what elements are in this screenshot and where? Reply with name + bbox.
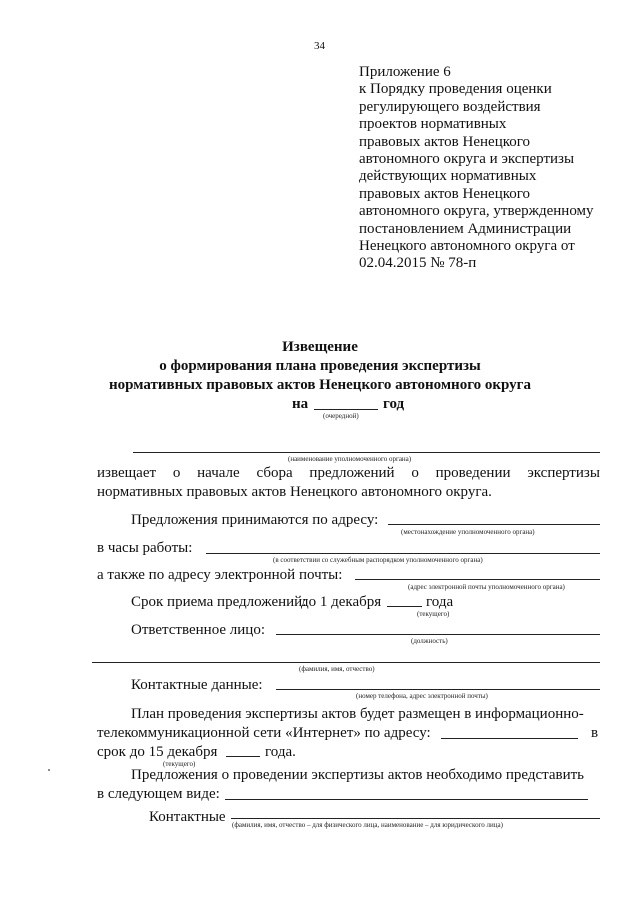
notice-line-1	[97, 464, 600, 482]
appendix-line: 02.04.2015 № 78-п	[359, 255, 477, 272]
proposals-blank	[225, 799, 588, 800]
address-blank	[388, 524, 600, 525]
caption-position: (должность)	[411, 637, 448, 645]
notice-word: экспертизы	[527, 465, 600, 481]
scan-speck	[48, 769, 50, 771]
caption-fio: (фамилия, имя, отчество)	[299, 665, 375, 673]
fio-blank	[92, 662, 600, 663]
appendix-line: проектов нормативных	[359, 116, 507, 133]
email-blank	[355, 579, 600, 580]
deadline-year: года	[426, 594, 454, 610]
deadline-year-blank	[387, 606, 422, 607]
plan-line-3-end: года.	[265, 744, 296, 760]
appendix-block	[359, 64, 594, 273]
proposals-line-1: Предложения о проведении экспертизы актов необходимо представить	[131, 767, 585, 783]
appendix-line: постановлением Администрации	[359, 220, 572, 237]
appendix-line: автономного округа и экспертизы	[359, 151, 575, 168]
caption-schedule: (в соответствии со служебным распорядком уполномоченного органа)	[273, 556, 483, 564]
hours-blank	[206, 553, 600, 554]
notice-word: предложений	[309, 465, 395, 481]
email-label: а также по адресу электронной почты:	[97, 567, 343, 583]
appendix-line: Ненецкого автономного округа от	[359, 238, 575, 255]
proposals-line-2: в следующем виде:	[97, 786, 220, 802]
responsible-label: Ответственное лицо:	[131, 622, 265, 638]
plan-line-2: телекоммуникационной сети «Интернет» по адресу:	[97, 725, 431, 741]
appendix-line: действующих нормативных	[359, 168, 537, 185]
contact-data-label: Контактные данные:	[131, 677, 263, 693]
caption-next: (очередной)	[323, 412, 359, 420]
plan-line-1: План проведения экспертизы актов будет размещен в информационно-	[131, 706, 584, 722]
caption-email: (адрес электронной почты уполномоченного органа)	[408, 583, 565, 591]
position-blank	[276, 634, 600, 635]
notice-word: начале	[197, 465, 240, 481]
notice-word: о	[172, 465, 181, 481]
title-line-3: нормативных правовых актов Ненецкого автономного округа	[109, 377, 531, 393]
title-year-blank	[314, 409, 378, 410]
plan-url-blank	[441, 738, 578, 739]
caption-current-2: (текущего)	[163, 760, 196, 768]
contacts-blank	[231, 818, 600, 819]
plan-line-3: срок до 15 декабря	[97, 744, 218, 760]
notice-line-2: нормативных правовых актов Ненецкого автономного округа.	[97, 484, 492, 500]
title-on: на	[292, 396, 309, 412]
caption-authority: (наименование уполномоченного органа)	[288, 455, 412, 463]
notice-word: о	[411, 465, 419, 481]
page-number: 34	[314, 40, 325, 52]
appendix-line: Приложение 6	[359, 64, 451, 80]
appendix-line: правовых актов Ненецкого	[359, 133, 531, 150]
plan-year-blank	[226, 756, 260, 757]
appendix-line: регулирующего воздействия	[359, 98, 541, 115]
caption-phone-email: (номер телефона, адрес электронной почты)	[356, 692, 488, 700]
plan-line-2-end: в	[591, 725, 599, 741]
title-year: год	[383, 396, 405, 412]
title-line-1: Извещение	[282, 339, 358, 355]
caption-contacts: (фамилия, имя, отчество – для физического лица, наименование – для юридического лица)	[232, 821, 503, 829]
contacts-label: Контактные	[149, 809, 226, 825]
appendix-line: автономного округа, утвержденному	[359, 203, 594, 220]
contact-data-blank	[276, 689, 600, 690]
notice-word: проведении	[435, 465, 511, 481]
deadline-value: до 1 декабря	[301, 594, 382, 610]
title-line-2: о формирования плана проведения экспертизы	[159, 358, 481, 374]
address-label: Предложения принимаются по адресу:	[131, 512, 379, 528]
caption-location: (местонахождение уполномоченного органа)	[401, 528, 535, 536]
appendix-line: к Порядку проведения оценки	[359, 81, 552, 98]
authority-blank	[133, 452, 600, 453]
caption-current-1: (текущего)	[417, 610, 450, 618]
deadline-label: Срок приема предложений:	[131, 594, 307, 610]
hours-label: в часы работы:	[97, 540, 193, 556]
notice-word: извещает	[97, 465, 157, 481]
appendix-line: правовых актов Ненецкого	[359, 185, 531, 202]
notice-word: сбора	[256, 465, 293, 481]
